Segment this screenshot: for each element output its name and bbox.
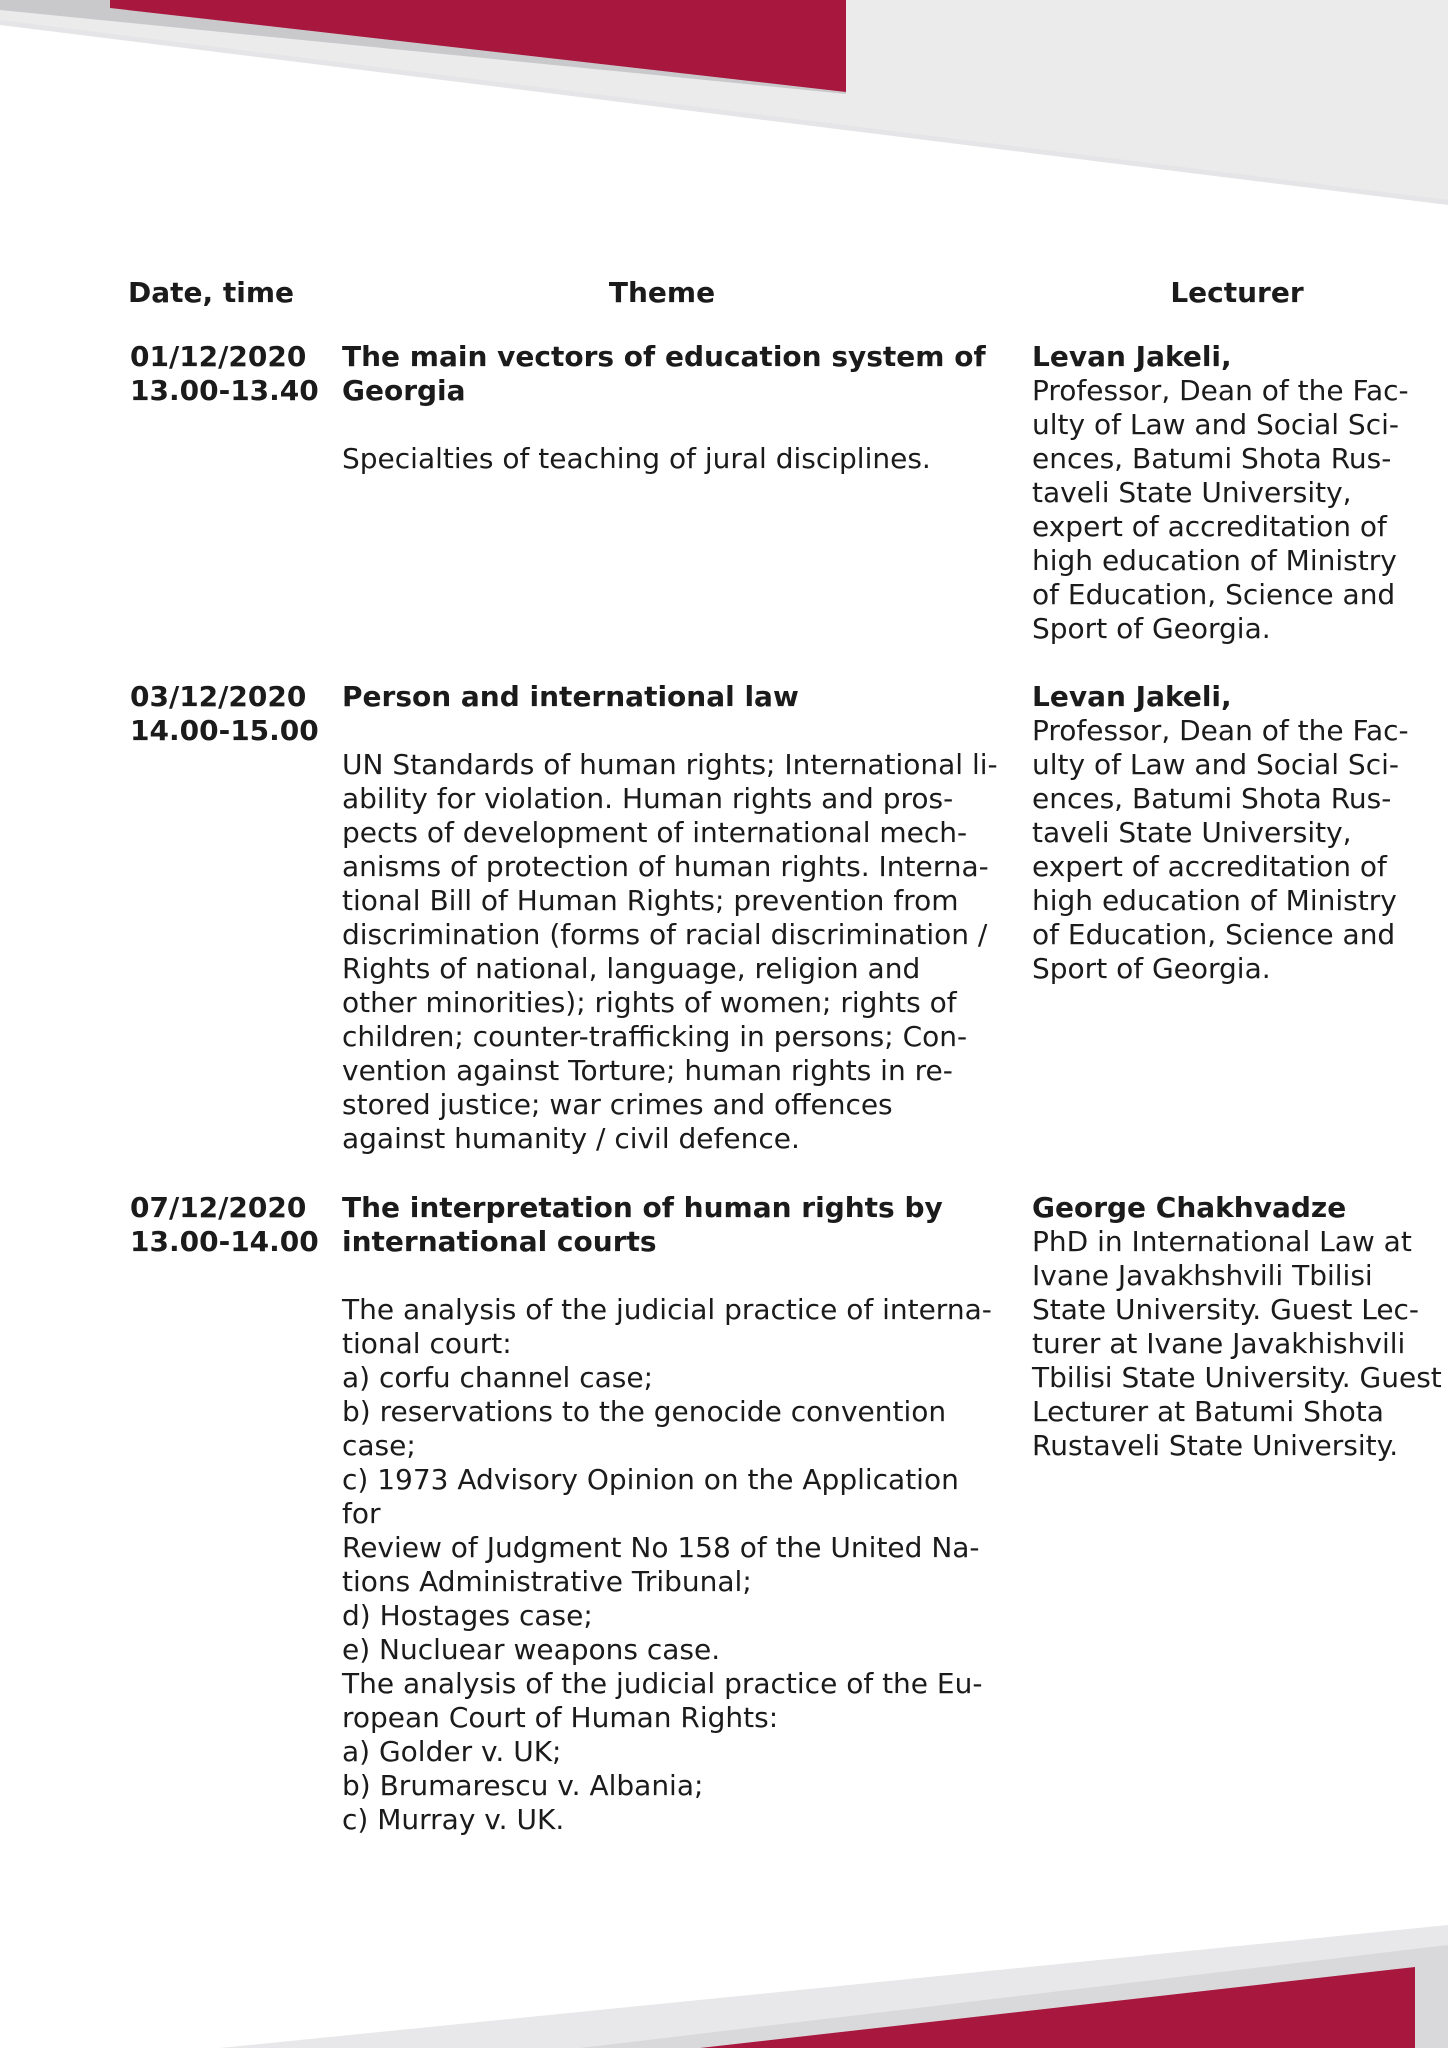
- session-date: 03/12/2020: [130, 680, 307, 713]
- session-date: 01/12/2020: [130, 340, 307, 373]
- theme-line: ability for violation. Human rights and pros-: [342, 782, 954, 815]
- lecturer-info-line: PhD in International Law at: [1032, 1225, 1412, 1258]
- theme-line: vention against Torture; human rights in re-: [342, 1054, 953, 1087]
- theme-line: pects of development of international mech-: [342, 816, 968, 849]
- theme-description: [342, 1293, 992, 1837]
- session-date: 07/12/2020: [130, 1191, 307, 1224]
- theme-line: other minorities); rights of women; rights of: [342, 986, 957, 1019]
- lecturer-info-line: turer at Ivane Javakhishvili: [1032, 1327, 1406, 1360]
- lecturer-info-line: Professor, Dean of the Fac-: [1032, 714, 1409, 747]
- theme-line: c) 1973 Advisory Opinion on the Application: [342, 1463, 959, 1496]
- bottom-decorative-banner: [0, 1900, 1448, 2048]
- session-theme: [342, 340, 989, 476]
- theme-title-line: Georgia: [342, 374, 466, 407]
- session-datetime: [130, 1191, 330, 1259]
- top-decorative-banner: [0, 0, 1448, 230]
- theme-title-line: Person and international law: [342, 680, 799, 713]
- lecturer-name: Levan Jakeli,: [1032, 340, 1232, 373]
- lecturer-info-line: high education of Ministry: [1032, 884, 1397, 917]
- theme-line: b) Brumarescu v. Albania;: [342, 1769, 704, 1802]
- theme-line: b) reservations to the genocide convention: [342, 1395, 947, 1428]
- lecturer-info-line: taveli State University,: [1032, 816, 1352, 849]
- theme-line: case;: [342, 1429, 416, 1462]
- theme-line: tional court:: [342, 1327, 512, 1360]
- theme-line: The analysis of the judicial practice of interna-: [342, 1293, 992, 1326]
- theme-description: [342, 748, 998, 1156]
- session-theme: [342, 680, 998, 1156]
- session-time: 13.00-13.40: [130, 374, 319, 407]
- theme-title: [342, 340, 989, 408]
- theme-title-line: The main vectors of education system of: [342, 340, 986, 373]
- lecturer-name: George Chakhvadze: [1032, 1191, 1347, 1224]
- lecturer-info-line: Sport of Georgia.: [1032, 952, 1271, 985]
- theme-line: against humanity / civil defence.: [342, 1122, 800, 1155]
- session-datetime: [130, 340, 330, 408]
- lecturer-info-line: of Education, Science and: [1032, 578, 1396, 611]
- theme-title: [342, 1191, 989, 1259]
- lecturer-info-line: ences, Batumi Shota Rus-: [1032, 782, 1392, 815]
- theme-line: tions Administrative Tribunal;: [342, 1565, 752, 1598]
- lecturer-info-line: Rustaveli State University.: [1032, 1429, 1399, 1462]
- theme-line: ropean Court of Human Rights:: [342, 1701, 779, 1734]
- theme-line: d) Hostages case;: [342, 1599, 593, 1632]
- theme-line: anisms of protection of human rights. Interna-: [342, 850, 989, 883]
- session-datetime: [130, 680, 330, 748]
- session-time: 13.00-14.00: [130, 1225, 319, 1258]
- lecturer-info-line: ences, Batumi Shota Rus-: [1032, 442, 1392, 475]
- lecturer-info-line: State University. Guest Lec-: [1032, 1293, 1420, 1326]
- theme-line: for: [342, 1497, 381, 1530]
- theme-line: e) Nucluear weapons case.: [342, 1633, 721, 1666]
- lecturer-info-line: Tbilisi State University. Guest: [1032, 1361, 1442, 1394]
- lecturer-name: Levan Jakeli,: [1032, 680, 1232, 713]
- lecturer-info-line: Lecturer at Batumi Shota: [1032, 1395, 1384, 1428]
- schedule-row: [125, 680, 1425, 1191]
- lecture-schedule: [125, 270, 1442, 1891]
- lecturer: [1032, 1191, 1442, 1463]
- lecturer-info-line: of Education, Science and: [1032, 918, 1396, 951]
- theme-line: a) corfu channel case;: [342, 1361, 654, 1394]
- theme-line: stored justice; war crimes and offences: [342, 1088, 893, 1121]
- theme-line: children; counter-trafficking in persons; Con-: [342, 1020, 968, 1053]
- theme-description: [342, 442, 989, 476]
- lecturer: [1032, 680, 1422, 986]
- theme-line: Rights of national, language, religion and: [342, 952, 921, 985]
- date-column-header: Date, time: [127, 276, 295, 309]
- theme-line: tional Bill of Human Rights; prevention from: [342, 884, 959, 917]
- theme-line: discrimination (forms of racial discrimination /: [342, 918, 988, 951]
- theme-line: Review of Judgment No 158 of the United Na-: [342, 1531, 980, 1564]
- schedule-row: [125, 1191, 1442, 1891]
- theme-line: Specialties of teaching of jural disciplines.: [342, 442, 931, 475]
- theme-line: UN Standards of human rights; International li-: [342, 748, 998, 781]
- lecturer-info-line: ulty of Law and Social Sci-: [1032, 408, 1399, 441]
- theme-title: [342, 680, 989, 714]
- theme-line: The analysis of the judicial practice of the Eu-: [342, 1667, 983, 1700]
- lecturer-info-line: expert of accreditation of: [1032, 510, 1387, 543]
- lecturer-info-line: taveli State University,: [1032, 476, 1352, 509]
- session-time: 14.00-15.00: [130, 714, 319, 747]
- schedule-header: [125, 270, 1425, 340]
- schedule-row: [125, 340, 1425, 680]
- theme-title-line: international courts: [342, 1225, 657, 1258]
- lecturer-info-line: expert of accreditation of: [1032, 850, 1387, 883]
- lecturer-info-line: ulty of Law and Social Sci-: [1032, 748, 1399, 781]
- theme-column-header: Theme: [608, 276, 716, 309]
- theme-line: a) Golder v. UK;: [342, 1735, 562, 1768]
- session-theme: [342, 1191, 992, 1837]
- lecturer: [1032, 340, 1422, 646]
- theme-title-line: The interpretation of human rights by: [342, 1191, 943, 1224]
- lecturer-info-line: Ivane Javakhshvili Tbilisi: [1032, 1259, 1373, 1292]
- lecturer-info-line: Sport of Georgia.: [1032, 612, 1271, 645]
- lecturer-info-line: Professor, Dean of the Fac-: [1032, 374, 1409, 407]
- lecturer-info-line: high education of Ministry: [1032, 544, 1397, 577]
- theme-line: c) Murray v. UK.: [342, 1803, 565, 1836]
- lecturer-column-header: Lecturer: [1170, 276, 1304, 309]
